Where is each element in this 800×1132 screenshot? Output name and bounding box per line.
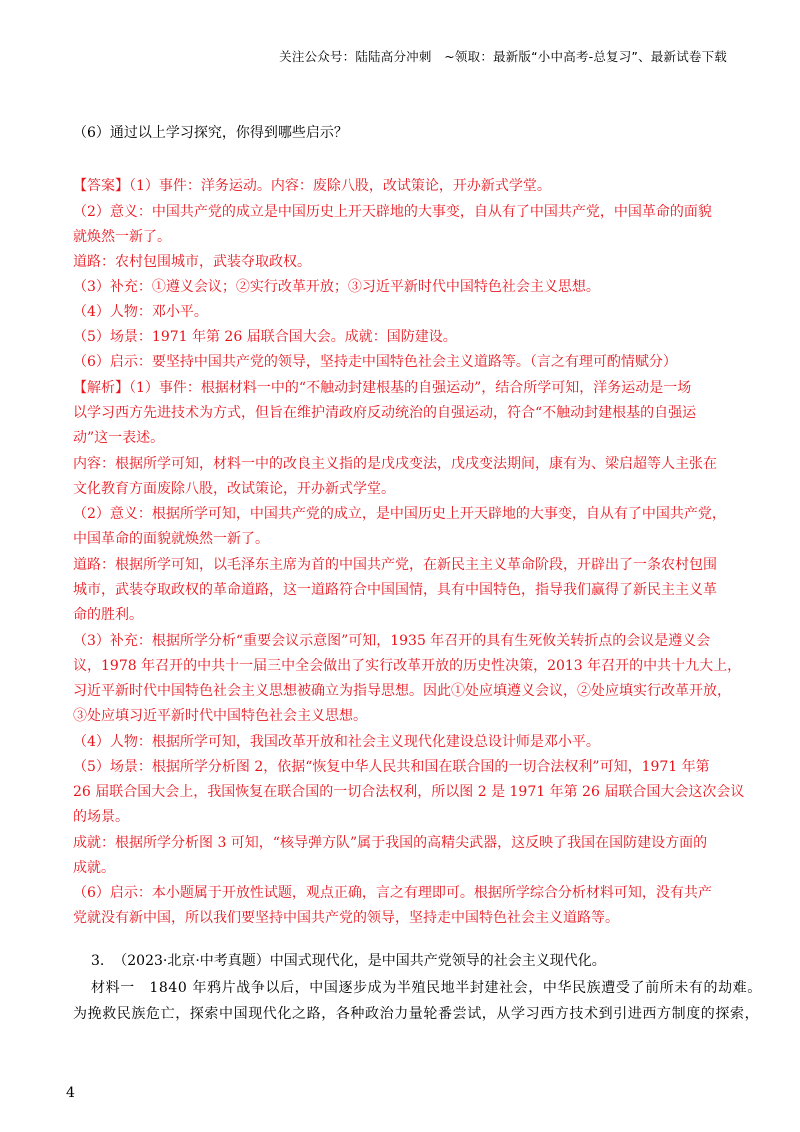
analysis-line: 习近平新时代中国特色社会主义思想被确立为指导思想。因此①处应填遵义会议，②处应填实行改革开放， xyxy=(73,683,731,699)
analysis-line: 成就：根据所学分析图 3 可知，“核导弹方队”属于我国的高精尖武器，这反映了我国在国防建设方面的 xyxy=(73,835,708,851)
answer-line: （6）启示：要坚持中国共产党的领导，坚持走中国特色社会主义道路等。（言之有理可酌情赋分） xyxy=(73,354,677,370)
answer-line: 道路：农村包围城市，武装夺取政权。 xyxy=(73,254,311,270)
question-6: （6）通过以上学习探究，你得到哪些启示？ xyxy=(73,125,348,141)
analysis-line: 26 届联合国大会上，我国恢复在联合国的一切合法权利，所以图 2 是 1971 年第 26 届联合国大会这次会议 xyxy=(73,784,745,800)
analysis-line: 议，1978 年召开的中共十一届三中全会做出了实行改革开放的历史性决策，2013 年召开的中共十九大上， xyxy=(73,658,742,674)
material-line: 为挽救民族危亡，探索中国现代化之路，各种政治力量轮番尝试，从学习西方技术到引进西方制度的探索， xyxy=(73,1006,760,1022)
material-line: 材料一 1840 年鸦片战争以后，中国逐步成为半殖民地半封建社会，中华民族遭受了前所未有的劫难。 xyxy=(91,980,762,996)
analysis-line: （5）场景：根据所学分析图 2，依据“恢复中华人民共和国在联合国的一切合法权利”可知，1971 年第 xyxy=(73,759,710,775)
analysis-line: 党就没有新中国，所以我们要坚持中国共产党的领导，坚持走中国特色社会主义道路等。 xyxy=(73,910,619,926)
analysis-line: （4）人物：根据所学可知，我国改革开放和社会主义现代化建设总设计师是邓小平。 xyxy=(73,734,600,750)
answer-line: （5）场景：1971 年第 26 届联合国大会。成就：国防建设。 xyxy=(73,329,457,345)
analysis-line: 内容：根据所学可知，材料一中的改良主义指的是戊戌变法，戊戌变法期间，康有为、梁启超等人主张在 xyxy=(73,456,717,472)
page-header: 关注公众号：陆陆高分冲刺 ~领取：最新版“小中高考-总复习”、最新试卷下载 xyxy=(279,49,727,64)
analysis-line: （6）启示：本小题属于开放性试题，观点正确，言之有理即可。根据所学综合分析材料可知，没有共产 xyxy=(73,885,712,901)
analysis-line: 动”这一表述。 xyxy=(73,430,165,446)
question-3-number: 3. xyxy=(91,953,105,969)
page-number: 4 xyxy=(66,1085,75,1101)
analysis-line: 文化教育方面废除八股，改试策论，开办新式学堂。 xyxy=(73,481,395,497)
answer-line: （4）人物：邓小平。 xyxy=(73,304,208,320)
analysis-line: 的场景。 xyxy=(73,809,129,825)
analysis-label: 【解析】 xyxy=(73,380,129,396)
analysis-line: ③处应填习近平新时代中国特色社会主义思想。 xyxy=(73,708,367,724)
analysis-line: 命的胜利。 xyxy=(73,607,143,623)
answer-label: 【答案】 xyxy=(73,178,129,194)
analysis-line: 城市，武装夺取政权的革命道路，这一道路符合中国国情，具有中国特色，指导我们赢得了新民主主义革 xyxy=(73,582,717,598)
analysis-line-text: （1）事件：根据材料一中的“不触动封建根基的自强运动”，结合所学可知，洋务运动是一场 xyxy=(129,380,692,396)
analysis-line: 以学习西方先进技术为方式，但旨在维护清政府反动统治的自强运动，符合“不触动封建根基的自强运 xyxy=(73,405,697,421)
answer-line-text: （1）事件：洋务运动。内容：废除八股，改试策论，开办新式学堂。 xyxy=(129,178,551,194)
answer-line: （3）补充：①遵义会议；②实行改革开放；③习近平新时代中国特色社会主义思想。 xyxy=(73,279,600,295)
answer-line xyxy=(73,175,551,195)
analysis-line: （2）意义：根据所学可知，中国共产党的成立，是中国历史上开天辟地的大事变，自从有了中国共产党， xyxy=(73,506,726,522)
analysis-line: （3）补充：根据所学分析“重要会议示意图”可知，1935 年召开的具有生死攸关转折点的会议是遵义会 xyxy=(73,633,711,649)
analysis-line xyxy=(73,377,691,397)
analysis-line: 成就。 xyxy=(73,860,115,876)
analysis-line: 道路：根据所学可知，以毛泽东主席为首的中国共产党，在新民主主义革命阶段，开辟出了一条农村包围 xyxy=(73,557,717,573)
answer-line: 就焕然一新了。 xyxy=(73,229,171,245)
question-3-header xyxy=(91,950,606,970)
question-3-stem: 中国式现代化，是中国共产党领导的社会主义现代化。 xyxy=(269,953,606,969)
analysis-line: 中国革命的面貌就焕然一新了。 xyxy=(73,531,269,547)
question-3-source: （2023·北京·中考真题） xyxy=(113,953,270,969)
answer-line: （2）意义：中国共产党的成立是中国历史上开天辟地的大事变，自从有了中国共产党，中国革命的面貌 xyxy=(73,204,712,220)
